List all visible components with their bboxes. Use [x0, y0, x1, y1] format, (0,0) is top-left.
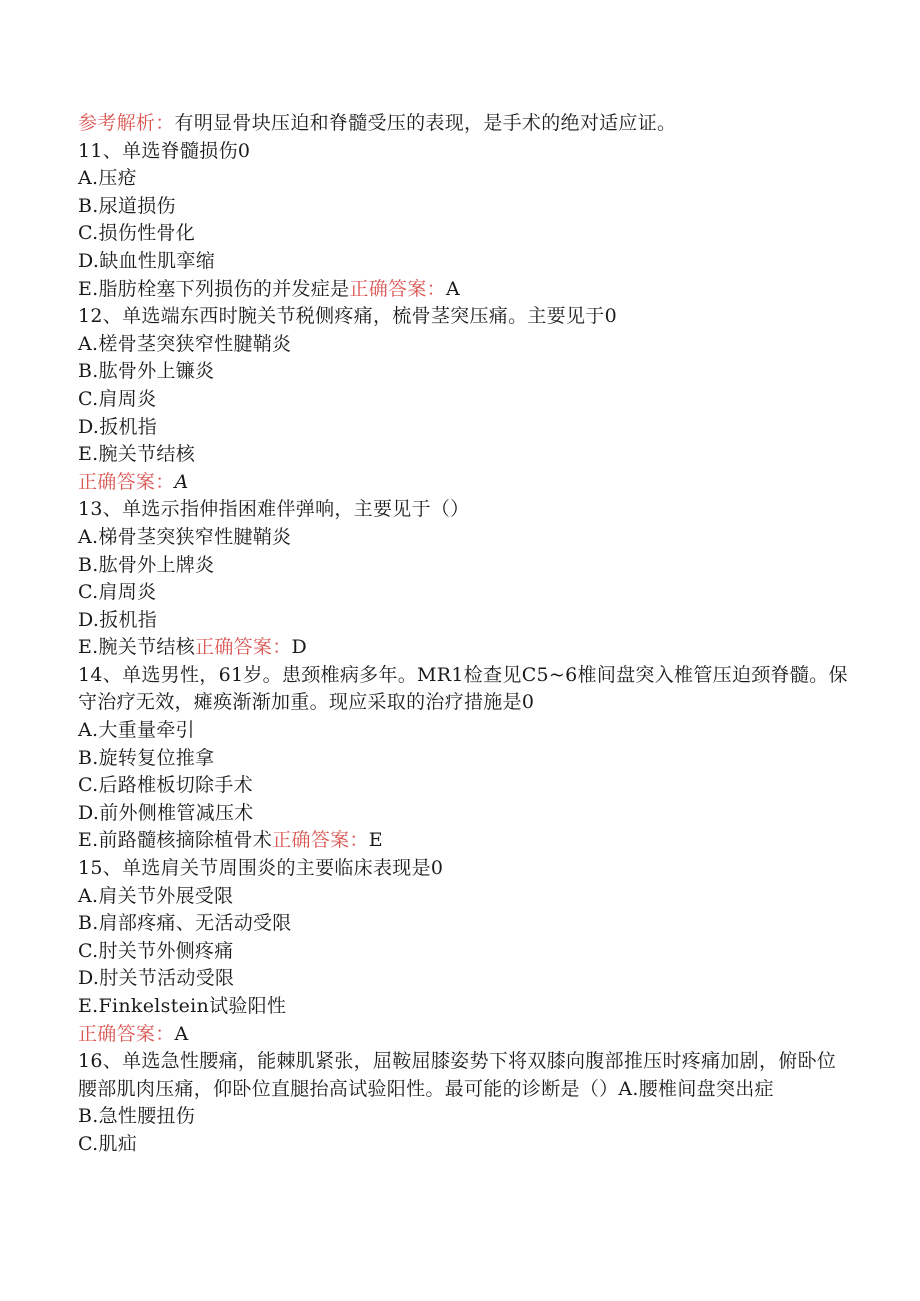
- reference-analysis-text: 有明显骨块压迫和脊髓受压的表现，是手术的绝对适应证。: [174, 112, 677, 134]
- option: B.尿道损伤: [78, 194, 176, 217]
- option: E.腕关节结核: [78, 636, 196, 659]
- option: E.前路髓核摘除植骨术: [78, 829, 273, 852]
- answer-value: D: [291, 636, 308, 659]
- option: B.肱骨外上牌炎: [78, 553, 215, 576]
- answer-value: A: [445, 277, 460, 300]
- answer-label: 正确答案：: [78, 470, 175, 493]
- option-with-answer: [78, 276, 848, 304]
- reference-analysis-label: 参考解析：: [78, 112, 175, 134]
- option: C.肘关节外侧疼痛: [78, 939, 234, 962]
- document-body: [78, 110, 848, 1159]
- option-with-answer: [78, 634, 848, 662]
- option: B.肩部疼痛、无活动受限: [78, 912, 292, 935]
- option: A.梯骨茎突狭窄性腱鞘炎: [78, 525, 292, 548]
- option: A.压疮: [78, 167, 137, 190]
- option-with-answer: [78, 827, 848, 855]
- option: D.扳机指: [78, 415, 158, 438]
- question-stem: 13、单选示指伸指困难伴弹响，主要见于（）: [78, 498, 470, 521]
- question-stem: 16、单选急性腰痛，能棘肌紧张，屈鞍屈膝姿势下将双膝向腹部推压时疼痛加剧，俯卧位腰部肌肉压痛，仰卧位直腿抬高试验阳性。最可能的诊断是（）A.腰椎间盘突出症: [78, 1050, 837, 1100]
- answer-label: 正确答案：: [272, 829, 369, 852]
- question-stem: 14、单选男性，61岁。患颈椎病多年。MR1检查见C5~6椎间盘突入椎管压迫颈脊髓。保守治疗无效，瘫痪渐渐加重。现应采取的治疗措施是0: [78, 663, 848, 714]
- option: C.肌疝: [78, 1132, 138, 1155]
- option: E.脂肪栓塞下列损伤的并发症是: [78, 277, 350, 300]
- option: E.腕关节结核: [78, 443, 196, 466]
- answer-label: 正确答案：: [349, 277, 446, 300]
- answer-label: 正确答案：: [78, 1022, 175, 1045]
- option: A.肩关节外展受限: [78, 884, 234, 907]
- option: D.缺血性肌挛缩: [78, 249, 215, 272]
- answer-label: 正确答案：: [195, 636, 292, 659]
- question-stem: 11、单选脊髓损伤0: [78, 139, 251, 162]
- question-stem: 15、单选肩关节周围炎的主要临床表现是0: [78, 857, 444, 880]
- option: C.肩周炎: [78, 581, 157, 604]
- option: E.Finkelstein试验阳性: [78, 995, 287, 1017]
- answer-value: A: [174, 470, 189, 493]
- option: C.损伤性骨化: [78, 222, 196, 245]
- option: D.扳机指: [78, 608, 158, 631]
- option: A.大重量牵引: [78, 719, 195, 742]
- option: D.肘关节活动受限: [78, 967, 235, 990]
- option: B.肱骨外上镰炎: [78, 360, 215, 383]
- question-stem: 12、单选端东西时腕关节税侧疼痛，梳骨茎突压痛。主要见于0: [78, 305, 617, 328]
- option: D.前外侧椎管减压术: [78, 801, 254, 824]
- option: B.急性腰扭伤: [78, 1105, 196, 1128]
- reference-analysis: [78, 110, 848, 138]
- option: C.后路椎板切除手术: [78, 774, 253, 797]
- answer-line: [78, 469, 848, 497]
- option: A.槎骨茎突狭窄性腱鞘炎: [78, 332, 292, 355]
- option: B.旋转复位推拿: [78, 746, 215, 769]
- answer-value: E: [368, 829, 383, 852]
- option: C.肩周炎: [78, 387, 157, 410]
- answer-line: [78, 1021, 848, 1049]
- answer-value: A: [174, 1022, 189, 1045]
